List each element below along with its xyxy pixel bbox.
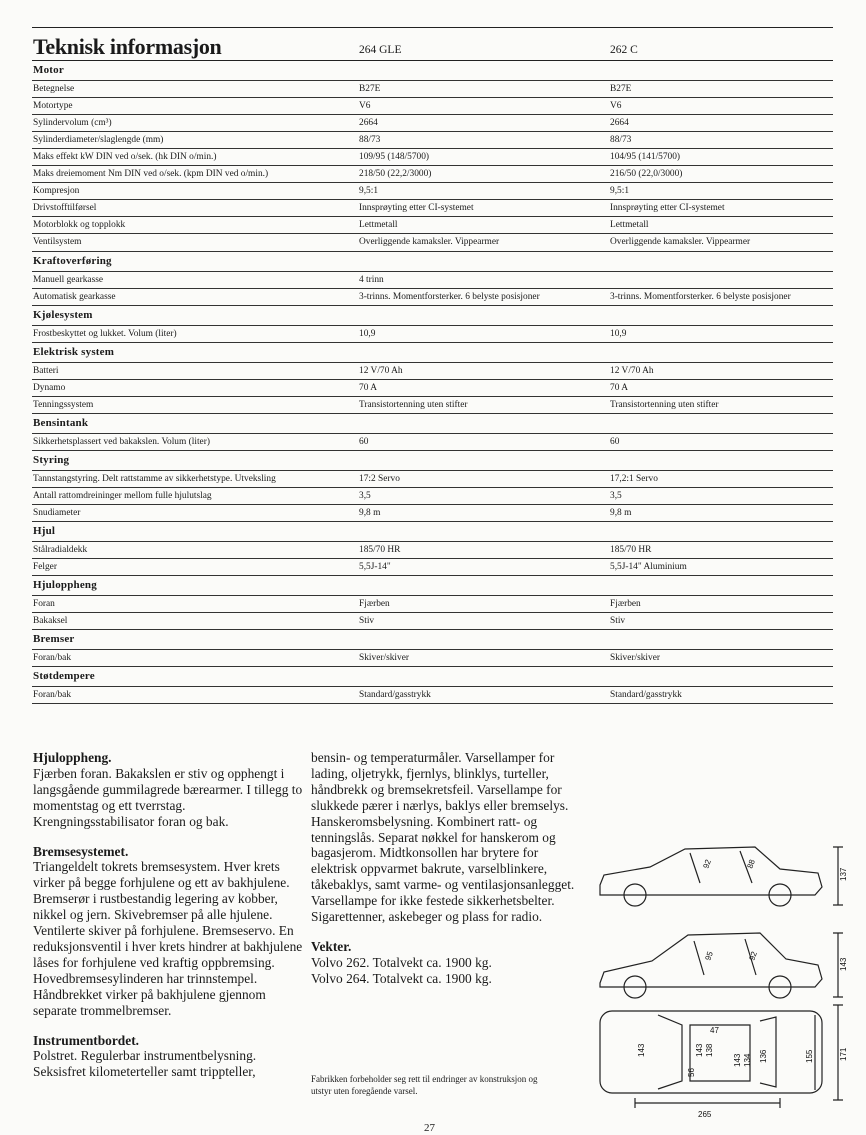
table-rule (32, 233, 833, 234)
dim-label: 143 (839, 957, 848, 971)
column-header-262c: 262 C (610, 44, 638, 56)
value-264gle: 2664 (359, 118, 378, 129)
table-rule (32, 470, 833, 471)
table-rule (32, 396, 833, 397)
row-label: Foran/bak (33, 690, 72, 701)
value-264gle: 17:2 Servo (359, 473, 400, 484)
table-rule (32, 413, 833, 414)
value-264gle: 4 trinn (359, 274, 384, 285)
table-rule (32, 649, 833, 650)
value-262c: Skiver/skiver (610, 653, 660, 664)
row-label: Kompresjon (33, 186, 80, 197)
value-264gle: 3-trinns. Momentforsterker. 6 belyste posisjoner (359, 291, 540, 302)
value-264gle: B27E (359, 84, 381, 94)
row-label: Foran (33, 599, 55, 610)
table-rule (32, 165, 833, 166)
value-264gle: Stiv (359, 616, 375, 627)
section-title: Motor (33, 64, 64, 76)
section-heading: Instrumentbordet. (33, 1032, 140, 1048)
paragraph: Triangeldelt tokrets bremsesystem. Hver krets virker på begge forhjulene og ett av bakhjulene. Bremserør i rustbestandig legering av kobber, nikkel og jern. Skivebremser på alle hjulene. Ventilerte skiver på forhjulene. Bremseservo. En reduksjonsventil i hver krets hindrer at bakhjulene låses for forhjulene ved kraftig oppbremsing. Hovedbremsesylinderen har trinnstempel. Håndbrekket virker på bakhjulene gjennom separate trommelbremser. (33, 859, 303, 1018)
value-262c: 185/70 HR (610, 545, 652, 555)
dim-label: 155 (805, 1049, 814, 1063)
value-262c: Transistortenning uten stifter (610, 399, 719, 410)
row-label: Manuell gearkasse (33, 274, 104, 285)
row-label: Foran/bak (33, 653, 72, 664)
dim-label: 47 (710, 1026, 719, 1035)
table-rule (32, 686, 833, 687)
value-264gle: 218/50 (22,2/3000) (359, 169, 432, 180)
table-rule (32, 182, 833, 183)
table-rule (32, 558, 833, 559)
value-264gle: 9,8 m (359, 507, 381, 518)
table-rule (32, 487, 833, 488)
value-262c: Fjærben (610, 599, 641, 610)
value-262c: Standard/gasstrykk (610, 690, 682, 701)
dim-label: 265 (698, 1110, 712, 1119)
section-heading: Hjuloppheng. (33, 750, 112, 765)
table-rule (32, 595, 833, 596)
row-label: Dynamo (33, 382, 66, 393)
page-number: 27 (424, 1122, 435, 1134)
table-rule (32, 541, 833, 542)
car-dimension-diagram (590, 835, 860, 1135)
text-column-middle (311, 750, 579, 987)
dim-label: 137 (839, 867, 848, 881)
value-262c: 17,2:1 Servo (610, 473, 658, 484)
value-264gle: 5,5J-14" (359, 562, 391, 573)
value-262c: 9,5:1 (610, 186, 630, 197)
dim-label: 95 (703, 950, 715, 962)
table-rule (32, 629, 833, 630)
value-262c: 9,8 m (610, 507, 632, 518)
dim-label: 171 (839, 1047, 848, 1061)
row-label: Betegnelse (33, 84, 75, 94)
section-title: Hjuloppheng (33, 579, 97, 592)
section-title: Støtdempere (33, 670, 95, 683)
row-label: Batteri (33, 365, 59, 376)
value-262c: 3-trinns. Momentforsterker. 6 belyste posisjoner (610, 291, 791, 302)
row-label: Bakaksel (33, 616, 68, 627)
table-rule (32, 97, 833, 98)
paragraph: bensin- og temperaturmåler. Varsellamper for lading, oljetrykk, fjernlys, blinklys, turteller, håndbrekk og bremsekretsfeil. Varsellampe for slukkede pærer i nærlys, baklys eller bremselys. Hanskeromsbelysning. Kombinert ratt- og tenningslås. Separat nøkkel for hanskerom og bagasjerom. Midtkonsollen har brytere for elektrisk oppvarmet bakrute, varselblinkere, tåkebaklys, samt varme- og ventilasjonsanlegget. Varsellampe for ikke festede sikkerhetsbelter. Sigarettenner, askebeger og plass for radio. (311, 750, 575, 925)
value-262c: Overliggende kamaksler. Vippearmer (610, 237, 751, 248)
value-264gle: Innsprøyting etter CI-systemet (359, 203, 474, 214)
section-heading: Vekter. (311, 938, 352, 954)
value-264gle: 60 (359, 436, 369, 447)
table-rule (32, 114, 833, 115)
dim-label: 138 (705, 1043, 714, 1057)
table-rule (32, 199, 833, 200)
dim-label: 134 (743, 1053, 752, 1067)
dim-label: 136 (759, 1049, 768, 1063)
table-rule (32, 271, 833, 272)
row-label: Sikkerhetsplassert ved bakakslen. Volum (liter) (33, 436, 210, 447)
value-262c: V6 (610, 101, 622, 112)
row-label: Tenningssystem (33, 399, 94, 410)
top-rule (32, 27, 833, 28)
value-262c: 60 (610, 436, 620, 447)
page-title: Teknisk informasjon (33, 34, 222, 59)
column-header-264gle: 264 GLE (359, 44, 402, 56)
row-label: Frostbeskyttet og lukket. Volum (liter) (33, 328, 177, 339)
value-262c: B27E (610, 84, 632, 94)
value-264gle: Lettmetall (359, 220, 398, 231)
table-rule (32, 216, 833, 217)
value-264gle: 10,9 (359, 328, 376, 339)
value-262c: 2664 (610, 118, 629, 129)
row-label: Sylindervolum (cm³) (33, 118, 112, 129)
section-title: Kjølesystem (33, 308, 93, 321)
row-label: Snudiameter (33, 507, 81, 518)
row-label: Stålradialdekk (33, 545, 88, 555)
value-262c: 70 A (610, 382, 628, 393)
row-label: Tannstangstyring. Delt rattstamme av sikkerhetstype. Utveksling (33, 473, 276, 484)
row-label: Motorblokk og topplokk (33, 220, 126, 231)
row-label: Drivstofftilførsel (33, 203, 97, 214)
section-heading: Bremsesystemet. (33, 843, 129, 859)
value-262c: Lettmetall (610, 220, 649, 231)
section-title: Bremser (33, 633, 75, 646)
weight-264: Volvo 264. Totalvekt ca. 1900 kg. (311, 970, 492, 986)
value-264gle: Skiver/skiver (359, 653, 409, 664)
weight-262: Volvo 262. Totalvekt ca. 1900 kg. (311, 954, 492, 970)
row-label: Felger (33, 562, 57, 573)
value-264gle: Fjærben (359, 599, 390, 610)
value-264gle: Overliggende kamaksler. Vippearmer (359, 237, 500, 248)
row-label: Automatisk gearkasse (33, 291, 116, 302)
table-rule (32, 60, 833, 61)
value-262c: 12 V/70 Ah (610, 365, 654, 376)
table-rule (32, 251, 833, 252)
table-rule (32, 362, 833, 363)
value-264gle: 9,5:1 (359, 186, 379, 197)
value-264gle: 185/70 HR (359, 545, 401, 555)
value-262c: 5,5J-14" Aluminium (610, 562, 687, 573)
dim-label: 143 (733, 1053, 742, 1067)
value-262c: 3,5 (610, 490, 622, 501)
disclaimer-note: Fabrikken forbeholder seg rett til endringer av konstruksjon og utstyr uten foregående varsel. (311, 1074, 538, 1096)
paragraph: Fjærben foran. Bakakslen er stiv og opphengt i langsgående gummilagrede bærearmer. I tillegg to momentstag og ett tverrstag. Krengningsstabilisator foran og bak. (33, 765, 303, 829)
dim-label: 92 (701, 858, 713, 870)
table-rule (32, 504, 833, 505)
dim-label: 56 (687, 1068, 696, 1077)
value-264gle: Transistortenning uten stifter (359, 399, 468, 410)
dim-label: 143 (637, 1043, 646, 1057)
section-title: Bensintank (33, 416, 89, 429)
value-262c: 216/50 (22,0/3000) (610, 169, 683, 180)
section-title: Kraftoverføring (33, 254, 112, 267)
dim-label: 92 (747, 950, 759, 962)
table-rule (32, 575, 833, 576)
row-label: Ventilsystem (33, 237, 82, 248)
row-label: Sylinderdiameter/slaglengde (mm) (33, 135, 164, 146)
table-rule (32, 342, 833, 343)
row-label: Antall rattomdreininger mellom fulle hjulutslag (33, 490, 212, 501)
value-264gle: 109/95 (148/5700) (359, 152, 430, 163)
table-rule (32, 521, 833, 522)
table-rule (32, 131, 833, 132)
value-262c: 104/95 (141/5700) (610, 152, 681, 163)
dim-label: 143 (695, 1043, 704, 1057)
value-262c: Stiv (610, 616, 626, 627)
row-label: Maks effekt kW DIN ved o/sek. (hk DIN o/min.) (33, 152, 217, 163)
table-rule (32, 80, 833, 81)
paragraph: Polstret. Regulerbar instrumentbelysning. Seksisfret kilometerteller samt trippteller, (33, 1048, 257, 1080)
table-rule (32, 379, 833, 380)
value-264gle: V6 (359, 101, 371, 112)
table-rule (32, 703, 833, 704)
value-262c: Innsprøyting etter CI-systemet (610, 203, 725, 214)
row-label: Maks dreiemoment Nm DIN ved o/sek. (kpm DIN ved o/min.) (33, 169, 269, 180)
table-rule (32, 433, 833, 434)
value-264gle: 3,5 (359, 490, 371, 501)
table-rule (32, 325, 833, 326)
value-264gle: 12 V/70 Ah (359, 365, 403, 376)
value-262c: 10,9 (610, 328, 627, 339)
table-rule (32, 305, 833, 306)
table-rule (32, 450, 833, 451)
text-column-left (33, 750, 303, 1094)
dim-label: 88 (745, 858, 757, 870)
seat-outline (690, 851, 752, 883)
value-264gle: Standard/gasstrykk (359, 690, 431, 701)
value-262c: 88/73 (610, 135, 632, 146)
table-rule (32, 612, 833, 613)
section-title: Elektrisk system (33, 345, 115, 358)
section-title: Styring (33, 453, 70, 466)
table-rule (32, 288, 833, 289)
section-title: Hjul (33, 525, 56, 537)
value-264gle: 70 A (359, 382, 377, 393)
table-rule (32, 666, 833, 667)
row-label: Motortype (33, 101, 73, 112)
table-rule (32, 148, 833, 149)
value-264gle: 88/73 (359, 135, 381, 146)
